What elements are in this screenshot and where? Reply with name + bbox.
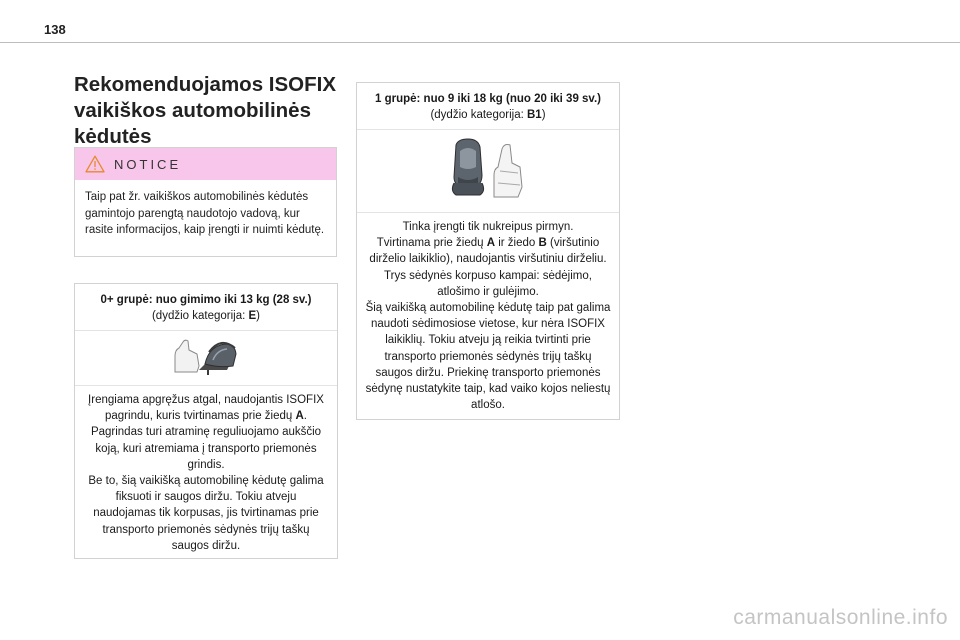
card-body: Įrengiama apgręžus atgal, naudojantis ISOFIX pagrindu, kuris tvirtinamas prie žiedų A. Pagrindas turi atraminę reguliuojamo aukščio koją, kuri atremiama į transporto priemonės grindis. Be to, šią vaikišką automobilinę kėdutę galima fiksuoti ir saugos diržu. Tokiu atveju naudojamas tik korpusas, jis tvirtinamas prie transporto priemonės sėdynės trijų taškų saugos diržu. (88, 394, 324, 552)
title-line-1: Rekomenduojamos ISOFIX (74, 73, 336, 96)
watermark[interactable]: carmanualsonline.info (733, 606, 948, 629)
body-text: Tinka įrengti tik nukreipus pirmyn. (402, 221, 574, 233)
card-category: (dydžio kategorija: B1) (430, 109, 546, 121)
card-body: Tinka įrengti tik nukreipus pirmyn. Tvirtinama prie žiedų A ir žiedo B (viršutinio dirželio laikiklio), naudojantis viršutiniu dirželiu. Trys sėdynės korpuso kampai: sėdėjimo, atlošimo ir gulėjimo. Šią vaikišką automobilinę kėdutę taip pat galima naudoti sėdimosiose vietose, kur nėra ISOFIX laikiklių. Tokiu atveju ją reikia tvirtinti prie transporto priemonės sėdynės trijų taškų saugos diržu. Priekinę transporto priemonės sėdynę nustatykite taip, kad vaiko kojos neliestų atlošo. (365, 221, 611, 412)
notice-box (74, 147, 337, 257)
title-line-3: kėdutės (74, 125, 152, 148)
body-text: Šią vaikišką automobilinę kėdutę taip pat galima naudoti sėdimosiose vietose, kur nėra ISOFIX laikiklių. Tokiu atveju ją reikia tvirtinti prie transporto priemonės sėdynės trijų taškų saugos diržu. Priekinę transporto priemonės sėdynę nustatykite taip, kad vaiko kojos neliestų atlošo. (365, 302, 611, 412)
section-title (74, 72, 344, 150)
anchor-label-a: A (295, 410, 304, 423)
notice-text: Taip pat žr. vaikiškos automobilinės kėdutės gamintojo parengtą naudotojo vadovą, kur rasite informacijos, kaip įrengti ir nuimti kėdutę. (85, 191, 325, 236)
card-image-row (357, 130, 619, 213)
forward-facing-child-seat-icon (448, 137, 528, 206)
card-image-row (75, 331, 337, 386)
card-title: 0+ grupė: nuo gimimo iki 13 kg (28 sv.) (100, 294, 312, 306)
infant-carrier-isofix-base-icon (169, 336, 243, 381)
warning-triangle-icon (85, 155, 105, 173)
body-text: Pagrindas turi atraminę reguliuojamo aukščio koją, kuri atremiama į transporto priemonės grindis. (90, 426, 322, 471)
notice-header (75, 148, 336, 180)
card-category: (dydžio kategorija: E) (151, 310, 261, 322)
card-header (357, 83, 619, 130)
body-text: Įrengiama apgręžus atgal, naudojantis ISOFIX pagrindu, kuris tvirtinamas prie žiedų (88, 394, 324, 423)
body-text: Trys sėdynės korpuso kampai: sėdėjimo, atlošimo ir gulėjimo. (384, 269, 592, 298)
body-text: Be to, šią vaikišką automobilinę kėdutę galima fiksuoti ir saugos diržu. Tokiu atveju naudojamas tik korpusas, jis tvirtinamas prie transporto priemonės sėdynės trijų taškų saugos diržu. (88, 475, 324, 552)
child-seat-card-group-1 (356, 82, 620, 420)
size-category-value: E (248, 310, 257, 322)
page-number: 138 (44, 22, 66, 37)
title-line-2: vaikiškos automobilinės (74, 99, 311, 122)
anchor-label-b: B (538, 237, 547, 250)
card-title: 1 grupė: nuo 9 iki 18 kg (nuo 20 iki 39 sv.) (374, 93, 602, 105)
anchor-label-a: A (486, 237, 496, 250)
child-seat-card-group-0plus (74, 283, 338, 559)
card-header (75, 284, 337, 331)
size-category-value: B1 (526, 109, 542, 121)
notice-label: NOTICE (114, 156, 182, 172)
header-rule (0, 42, 960, 43)
